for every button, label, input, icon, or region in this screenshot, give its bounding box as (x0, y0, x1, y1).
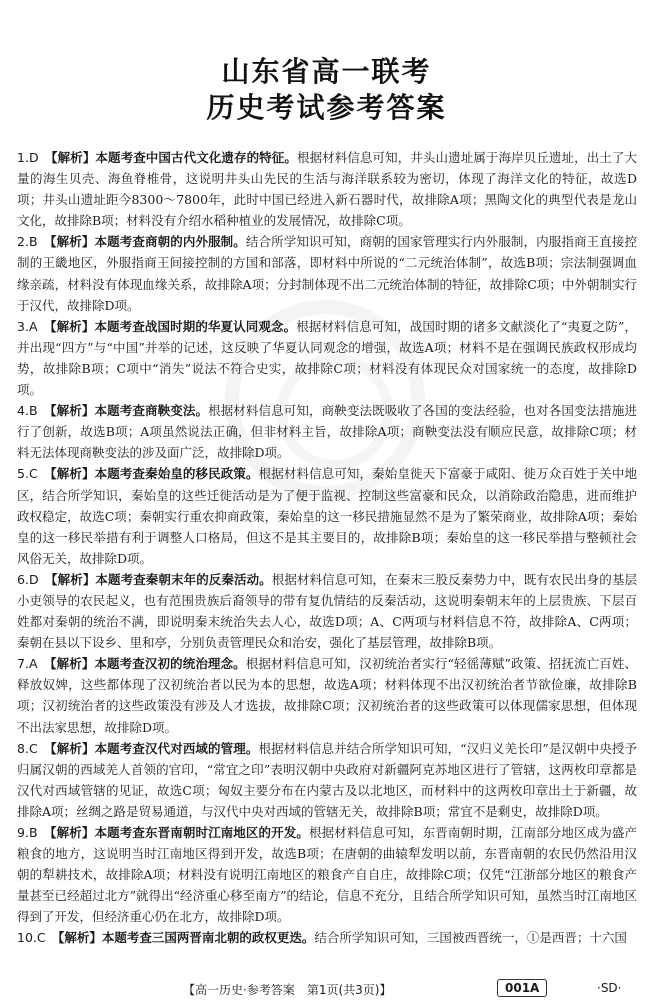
item-answer: B (28, 825, 38, 840)
item-number: 10. (17, 930, 37, 946)
item-number: 5. (17, 466, 29, 482)
item-topic: 本题考查中国古代文化遗存的特征。 (95, 150, 297, 165)
item-number: 6. (17, 571, 29, 587)
item-answer: C (36, 930, 46, 946)
analysis-tag: 【解析】 (51, 571, 96, 587)
item-topic: 本题考查秦始皇的移民政策。 (94, 466, 259, 482)
footer-page-info: 【高一历史·参考答案 第1页(共3页)】 (183, 983, 392, 997)
answer-list (17, 147, 637, 949)
item-topic: 本题考查商朝的内外服制。 (94, 234, 246, 250)
analysis-tag: 【解析】 (50, 318, 95, 334)
answer-item (17, 738, 637, 822)
footer-code-badge: 001A (497, 979, 547, 997)
item-number: 8. (17, 740, 29, 756)
item-body: 结合所学知识可知，三国被西晋统一，①是西晋；十六国 (314, 930, 627, 946)
item-body: 根据材料信息可知，战国时期的诸多文献淡化了“夷夏之防”，并出现“四方”与“中国”并举的记述，这反映了华夏认同观念的增强，故选A项；材料不是在强调民族政权形成均势，故排除B项；C项中“消失”说法不符合史实，故排除C项；材料没有体现民众对国家统一的态度，故排除D项。 (17, 318, 637, 398)
item-body: 根据材料信息可知，在秦末三股反秦势力中，既有农民出身的基层小吏领导的农民起义，也有范围贵族后裔领导的带有复仇情结的反秦活动，这说明秦朝末年的上层贵族、下层百姓都对秦朝的统治不满，即说明秦末统治失去人心，故选D项；A、C两项与材料信息不符，故排除A、C两项；秦朝在县以下设乡、里和亭，分别负责管理民众和治安，强化了基层管理，故排除B项。 (17, 571, 637, 651)
analysis-tag: 【解析】 (50, 234, 95, 250)
item-number: 3. (17, 318, 29, 334)
answer-item (17, 231, 637, 315)
item-number: 7. (17, 656, 29, 672)
item-body: 结合所学知识可知，商朝的国家管理实行内外服制，内服指商王直接控制的王畿地区，外服指商王间接控制的方国和部落，即材料中所说的“二元统治体制”，故选B项；宗法制强调血缘亲疏，材料没有体现血缘关系，故排除A项；分封制体现不出二元统治体制的特征，故排除C项；中外朝制实行于汉代，故排除D项。 (17, 234, 637, 313)
item-topic: 本题考查秦朝末年的反秦活动。 (95, 571, 272, 587)
item-body: 根据材料信息并结合所学知识可知，“汉归义羌长印”是汉朝中央授予归属汉朝的西域羌人首领的官印，“常宜之印”表明汉朝中央政府对新疆阿克苏地区进行了管辖，这两枚印章都是汉代对西域管辖的见证，故选C项；匈奴主要分布在内蒙古及以北地区，而材料中的这两枚印章出土于新疆，故排除A项；丝绸之路是贸易通道，与汉代中央对西域的管辖无关，故排除B项；常宜不是剩史，故排除D项。 (17, 740, 637, 819)
footer-region-mark: ·SD· (597, 981, 622, 995)
analysis-tag: 【解析】 (50, 825, 95, 840)
item-answer: D (28, 571, 39, 587)
item-answer: A (28, 318, 38, 334)
item-body: 根据材料信息可知，秦始皇徙天下富豪于咸阳、徙万众百姓于关中地区，结合所学知识，秦始皇的这些迁徙活动是为了便于监视、控制这些富豪和民众，以消除政治隐患，进而维护政权稳定，故选C项；秦朝实行重农抑商政策，秦始皇的这一移民措施显然不是为了繁荣商业，故排除A项；秦始皇的这一移民举措有利于调整人口格局，但这不是其主要目的，故排除B项；秦始皇的这一移民举措与整顿社会风俗无关，故排除D项。 (17, 466, 637, 566)
item-body: 根据材料信息可知，井头山遗址属于海岸贝丘遗址，出土了大量的海生贝壳、海鱼脊椎骨，这说明井头山先民的生活与海洋联系较为密切，体现了海洋文化的特征，故选D项；井头山遗址距今8300～7800年，此时中国已经进入新石器时代，故排除A项；黑陶文化的典型代表是龙山文化，故排除B项；材料没有介绍水稻种植业的发展情况，故排除C项。 (17, 150, 637, 229)
page-title: 山东省高一联考 (221, 55, 432, 88)
item-body: 根据材料信息可知，商鞅变法既吸收了各国的变法经验，也对各国变法措施进行了创新，故选B项；A项虽然说法正确，但非材料主旨，故排除A项；商鞅变法没有顺应民意，故排除C项；材料无法体现商鞅变法的涉及面广泛，故排除D项。 (17, 403, 637, 461)
item-topic: 本题考查三国两晋南北朝的政权更迭。 (101, 930, 315, 946)
item-answer: C (28, 466, 38, 482)
item-body: 根据材料信息可知，东晋南朝时期，江南部分地区成为盛产粮食的地方，这说明当时江南地区得到开发，故选B项；在唐朝的曲辕犁发明以前，东晋南朝的农民仍然沿用汉朝的犁耕技术，故排除A项；材料没有说明江南地区的粮食产自自庄，故排除C项；仅凭“江浙部分地区的粮食产量甚至已经超过北方”就得出“经济重心移至南方”的结论，信息不充分，且结合所学知识可知，虽然当时江南地区得到了开发，但经济重心仍在北方，故排除D项。 (17, 825, 637, 925)
item-answer: B (28, 403, 38, 419)
item-number: 9. (17, 825, 29, 840)
answer-item (17, 653, 637, 737)
item-topic: 本题考查东晋南朝时江南地区的开发。 (94, 825, 310, 840)
analysis-tag: 【解析】 (50, 656, 95, 672)
page-footer (0, 978, 653, 1000)
item-answer: C (28, 740, 38, 756)
analysis-tag: 【解析】 (51, 150, 96, 165)
analysis-tag: 【解析】 (58, 930, 102, 946)
item-number: 1. (17, 150, 29, 165)
item-topic: 本题考查战国时期的华夏认同观念。 (94, 318, 297, 334)
item-body: 根据材料信息可知，汉初统治者实行“轻徭薄赋”政策、招抚流亡百姓、释放奴婢，这些都体现了汉初统治者以民为本的思想，故选A项；材料体现不出汉初统治者节欲俭廉，故排除B项；汉初统治者的这些政策没有涉及人才选拔，故排除C项；汉初统治者的这些政策可以体现儒家思想，但体现不出法家思想，故排除D项。 (17, 656, 637, 735)
item-topic: 本题考查商鞅变法。 (94, 403, 209, 419)
answer-item (17, 316, 637, 400)
item-number: 2. (17, 234, 29, 250)
analysis-tag: 【解析】 (50, 740, 95, 756)
answer-item (17, 822, 637, 927)
item-answer: D (28, 150, 39, 165)
answer-item (17, 927, 637, 948)
item-number: 4. (17, 403, 29, 419)
item-answer: A (28, 656, 38, 672)
analysis-tag: 【解析】 (50, 466, 95, 482)
answer-item (17, 147, 637, 231)
answer-item (17, 400, 637, 463)
answer-item (17, 569, 637, 653)
item-topic: 本题考查汉代对西域的管理。 (94, 740, 259, 756)
page-subtitle: 历史考试参考答案 (206, 91, 447, 124)
item-answer: B (28, 234, 38, 250)
answer-item (17, 463, 637, 568)
item-topic: 本题考查汉初的统治理念。 (94, 656, 246, 672)
analysis-tag: 【解析】 (50, 403, 95, 419)
